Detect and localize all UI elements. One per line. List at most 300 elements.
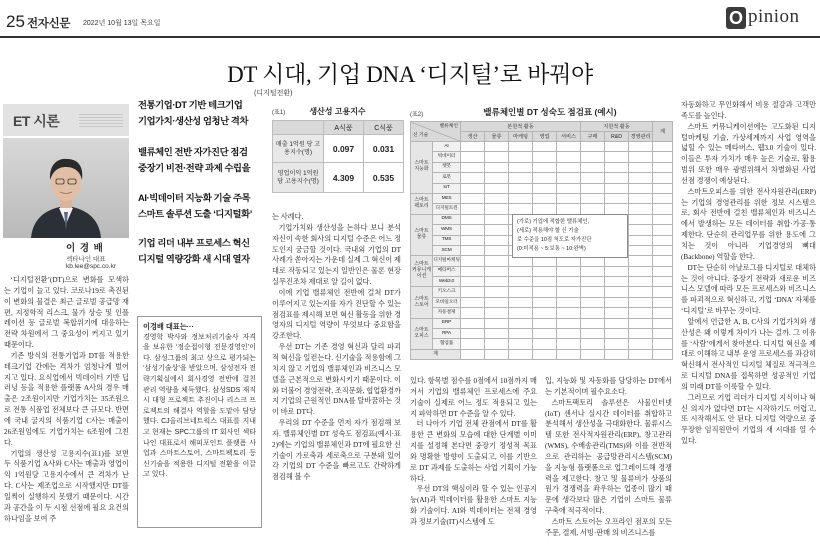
author-email: kb.lee@spc.co.kr xyxy=(66,263,116,270)
pull-quote-line: 스마트 솔루션 도출 ‘디지털화’ xyxy=(138,208,252,219)
table2-score-cell xyxy=(629,349,653,359)
table2-score-cell xyxy=(485,162,509,172)
table2-row xyxy=(411,173,673,183)
table2-score-cell xyxy=(533,183,557,193)
table2-row-group-label: 스마트 물류 xyxy=(411,214,433,256)
table2-score-cell xyxy=(557,349,581,359)
table2-score-cell xyxy=(461,183,485,193)
table2-score-cell xyxy=(533,349,557,359)
table2-score-cell xyxy=(509,193,533,203)
table2-score-cell xyxy=(461,225,485,235)
table2-score-cell xyxy=(509,349,533,359)
table2-score-cell xyxy=(461,214,485,224)
table2-score-cell xyxy=(605,308,629,318)
decorative-stripes xyxy=(79,113,123,127)
table2-score-cell xyxy=(653,193,673,203)
table2-score-cell xyxy=(533,287,557,297)
table2-score-cell xyxy=(485,245,509,255)
author-photo xyxy=(3,138,129,238)
table2-score-cell xyxy=(461,339,485,349)
table2-score-cell xyxy=(557,183,581,193)
table2-score-cell xyxy=(485,266,509,276)
table2-score-cell xyxy=(461,245,485,255)
table2-tech-label: Web3.0 xyxy=(433,277,461,287)
table1-value: 0.535 xyxy=(364,163,404,193)
table2-score-cell xyxy=(557,173,581,183)
table2-score-cell xyxy=(461,266,485,276)
table2-tech-label: 로봇 xyxy=(433,173,461,183)
pull-quote-line: 중장기 비전·전략 과제 수립을 xyxy=(138,162,251,173)
table2-score-cell xyxy=(461,142,485,152)
table2-score-cell xyxy=(653,214,673,224)
table2-score-cell xyxy=(461,204,485,214)
table2-score-cell xyxy=(653,287,673,297)
header-rule xyxy=(0,36,820,38)
table2-score-cell xyxy=(581,277,605,287)
table2-score-cell xyxy=(605,162,629,172)
table2-score-cell xyxy=(485,308,509,318)
table1-corner-cell xyxy=(273,121,324,135)
table2-score-cell xyxy=(557,152,581,162)
pull-quote-line: 기업가치·생산성 엄청난 격차 xyxy=(138,115,249,126)
table2-row-group-label: 스마트 스토어 xyxy=(411,287,433,318)
table2-row xyxy=(411,297,673,307)
table2-score-cell xyxy=(509,318,533,328)
paragraph: 입, 지능화 및 자동화를 담당하는 DT에서는 기본적이며 필수요소다. xyxy=(545,377,672,396)
table2-row xyxy=(411,277,673,287)
table2-column-header: 마케팅 xyxy=(509,132,533,142)
table2-score-cell xyxy=(605,152,629,162)
table2-column-header: 물류 xyxy=(485,132,509,142)
table1-grid xyxy=(272,120,404,193)
table2-score-cell xyxy=(581,318,605,328)
body-column-5 xyxy=(681,100,816,550)
table2-score-cell xyxy=(485,349,509,359)
table2-score-cell xyxy=(533,339,557,349)
table1-header-row xyxy=(273,121,404,135)
table1-label: (표1) xyxy=(272,110,286,116)
table2-score-cell xyxy=(461,287,485,297)
table2-score-cell xyxy=(485,339,509,349)
table2-score-cell xyxy=(581,287,605,297)
table2-score-cell xyxy=(461,162,485,172)
table2-header-row xyxy=(411,122,673,132)
table2-score-cell xyxy=(629,214,653,224)
table2-score-cell xyxy=(653,162,673,172)
paragraph: 기존 방식의 전통기업과 DT를 적용한 테크기업 간에는 격차가 엄청나게 벌어지고 있다. 요식업에서 빅데이터 기반 딥러닝 등을 적용한 플랫폼 A사의 경우 매출은 2조원이지만 기업가치는 35조원으로 전통 식품업 전체보다 큰 규모다. 반면에 국내 굴지의 식품기업 C사는 매출이 26조원임에도 기업가치는 6조원에 그친다. xyxy=(4,351,129,447)
table2-column-header: 경영관리 xyxy=(630,133,651,140)
table2-score-cell xyxy=(629,173,653,183)
table2-score-cell xyxy=(485,225,509,235)
table2-group-header: 본원적 활동 xyxy=(461,122,581,132)
table2-row xyxy=(411,329,673,339)
table2-score-cell xyxy=(653,173,673,183)
table2-tech-label: IoT xyxy=(433,183,461,193)
paragraph: 우선 DT의 핵심이라 할 수 있는 인공지능(AI)과 빅데이터를 활용한 스마트 지능화 기술이다. AI와 빅데이터는 전체 경영과 정보기술(IT)시스템에 도 xyxy=(410,485,537,526)
table2-score-cell xyxy=(653,142,673,152)
table1-row xyxy=(273,163,404,193)
article-headline: DT 시대, 기업 DNA ‘디지털’로 바꿔야 xyxy=(227,62,593,87)
bio-text: 경영학 박사와 정보처리기술사 자격을 보유한 ‘정순접이형 전문경영인’이다. 삼성그룹의 최고 상으로 평가되는 ‘삼성기술상’을 받았으며, 삼성전자 전략기획실에서 회사경영 전반에 걸친 관리 역량을 체득했다. 삼성SDS 재직 시 대형 프로젝트 추진이나 리스크 프로젝트의 해결사 역할을 도맡아 담당했다. CJ올리브네트웍스 대표를 지내고 현재는 SPC그룹의 IT 회사인 섹타나인 대표로서 해피포인트 플랫폼 사업과 스마트스토어, 스마트팩토리 등 신기술을 적용한 디지털 전환을 이끌고 있다. xyxy=(143,333,256,479)
table2-score-cell xyxy=(629,266,653,276)
issue-date: 2022년 10월 13일 목요일 xyxy=(83,20,161,27)
table2-note-line: 로 수준을 10점 척도로 자가진단 xyxy=(517,237,592,243)
table2-score-cell xyxy=(605,318,629,328)
table2-tech-label: WMS xyxy=(433,225,461,235)
corner-bottom-label: 신 기술 xyxy=(413,133,429,138)
table2-score-cell xyxy=(629,287,653,297)
table2-score-cell xyxy=(533,329,557,339)
table2-score-cell xyxy=(485,193,509,203)
table2-score-cell xyxy=(629,277,653,287)
table2-note-line: (0:미적용 ~ 5:보통 ~ 10:완벽) xyxy=(517,246,586,252)
table2-tech-label: 모바일오더 xyxy=(433,297,461,307)
table2-row-group-label: 스마트 오피스 xyxy=(411,318,433,349)
table2-label: (표2) xyxy=(410,112,424,118)
table2-row xyxy=(411,339,673,349)
table2-score-cell xyxy=(653,329,673,339)
table1 xyxy=(272,106,403,193)
table2-score-cell xyxy=(533,193,557,203)
table1-value: 0.031 xyxy=(364,135,404,163)
pull-quote xyxy=(138,236,264,267)
paragraph: 기업의 생산성 고용지수(표1)를 보면 두 식품기업 A사와 C사는 매출과 영업이익 1억원당 고용지수에서 큰 격차가 난다. C사는 제조업으로 시작했지만 DT를 일찍이 실행하지 못했기 때문이다. 시간과 공간을 이 두 시점 선점에 필요 요건의 하나임을 보여 주 xyxy=(4,449,129,523)
table2-row xyxy=(411,183,673,193)
pull-quote-line: 전통기업·DT 기반 테크기업 xyxy=(138,100,243,110)
table2-score-cell xyxy=(533,277,557,287)
table2-score-cell xyxy=(653,308,673,318)
table2-score-cell xyxy=(629,308,653,318)
page-number: 25 xyxy=(6,12,25,31)
table2-total-row xyxy=(411,349,673,359)
table2-score-cell xyxy=(461,152,485,162)
pull-quote-line: 기업 리더 내부 프로세스 혁신 xyxy=(138,238,250,248)
table2-score-cell xyxy=(485,297,509,307)
table2-score-cell xyxy=(581,162,605,172)
table2-row xyxy=(411,287,673,297)
paragraph: 우선 DT는 기존 경영 혁신과 달리 파괴적 혁신을 일컫는다. 신기술을 적용함에 그치지 않고 기업의 밸류체인과 비즈니스 모델을 근본적으로 변화시키기 때문이다. 이와 더불어 경영전략, 조직문화, 협업환경까지 기업의 근원적인 DNA를 탈바꿈하는 것이 바로 DT다. xyxy=(272,343,401,417)
table2-score-cell xyxy=(533,266,557,276)
table2-score-cell xyxy=(485,318,509,328)
paragraph: 앞에서 언급한 A, B, C사의 기업가치와 생산성은 왜 이렇게 차이가 나는 걸까. 그 이유를 ‘사람’에게서 찾아본다. 디지털 혁신을 제대로 이해하고 내부 운영 프로세스를 과감히 혁신해서 전사적인 디지털 체질로 적극적으로 디지털 DNA를 접목하면 성공적인 기업의 미래 DT를 이룩할 수 있다. xyxy=(681,317,816,391)
table2-score-cell xyxy=(509,162,533,172)
table2-score-cell xyxy=(461,235,485,245)
table2-score-cell xyxy=(653,256,673,266)
table2-score-cell xyxy=(533,308,557,318)
table2-column-header: 서비스 xyxy=(557,132,581,142)
table2-score-cell xyxy=(461,329,485,339)
table2-score-cell xyxy=(653,318,673,328)
table2-score-cell xyxy=(605,287,629,297)
body-column-4a xyxy=(410,376,537,550)
table2-tech-label: 빅데이터 xyxy=(433,152,461,162)
table2-score-cell xyxy=(629,152,653,162)
opinion-logo-text: pinion xyxy=(748,6,800,27)
table2-tech-label: 자동결제 xyxy=(433,308,461,318)
table2-score-cell xyxy=(653,339,673,349)
table2-score-cell xyxy=(629,297,653,307)
table2-note-line: (가로) 기업에 적합한 밸류체인, xyxy=(517,219,590,225)
author-name: 이 경 배 xyxy=(66,243,104,254)
table2-score-cell xyxy=(557,277,581,287)
table2-score-cell xyxy=(629,329,653,339)
table2-tech-label: 키오스크 xyxy=(433,287,461,297)
table2-score-cell xyxy=(485,214,509,224)
table2-score-cell xyxy=(653,277,673,287)
table2-score-cell xyxy=(653,297,673,307)
table2-score-cell xyxy=(581,142,605,152)
table2-score-cell xyxy=(605,297,629,307)
table2-score-cell xyxy=(485,235,509,245)
table2-score-cell xyxy=(557,308,581,318)
table2-tech-label: DMS xyxy=(433,214,461,224)
table2-score-cell xyxy=(581,297,605,307)
table2-tech-label: TMS xyxy=(433,235,461,245)
table2-total-row-label: 계 xyxy=(411,349,461,359)
table2-score-cell xyxy=(533,152,557,162)
table2-score-cell xyxy=(533,173,557,183)
table2-score-cell xyxy=(509,297,533,307)
table2-score-cell xyxy=(485,204,509,214)
paragraph: 스마트팩토리 솔루션은 사물인터넷(IoT) 센서나 실시간 데이터를 취합하고 분석해서 생산성을 극대화한다. 물류시스템 또한 전사적자원관리(ERP), 창고관리(WMS), 수배송관리(TMS)와 이를 전반적으로 관리하는 공급망관리시스템(SCM)을 지능형 플랫폼으로 업그레이드해 경쟁력을 제고한다. 창고 및 물류비가 상품의 원가 경쟁력을 좌우하는 업종이 많기 때문에 생각보다 많은 기업이 스마트 물류 구축에 적극적이다. xyxy=(545,398,672,516)
table2-score-cell xyxy=(461,193,485,203)
table2-score-cell xyxy=(605,204,629,214)
table2-score-cell xyxy=(461,277,485,287)
table2-score-cell xyxy=(509,277,533,287)
table2-score-cell xyxy=(581,183,605,193)
table2-score-cell xyxy=(629,183,653,193)
table2-tech-label: 협업툴 xyxy=(433,339,461,349)
table2-row-group-label: 스마트 지능화 xyxy=(411,142,433,194)
table2-tech-label: 디지털트윈 xyxy=(433,204,461,214)
table2-score-cell xyxy=(461,308,485,318)
table2-score-cell xyxy=(581,193,605,203)
table2-score-cell xyxy=(653,204,673,214)
table1-value: 0.097 xyxy=(324,135,364,163)
paragraph: 스마트 커뮤니케이션에는 고도화된 디지털마케팅 기술, 가상세계까지 사업 영역을 넓힐 수 있는 메타버스, 웹3.0 기술이 있다. 이들은 투자 가치가 매우 높은 기술로, 활용 범위 또한 매우 광범위해서 차별화된 사업 선점 경쟁이 예상된다. xyxy=(681,122,816,185)
table2-score-cell xyxy=(461,318,485,328)
table2-score-cell xyxy=(485,277,509,287)
table2-row xyxy=(411,142,673,152)
table2-score-cell xyxy=(629,256,653,266)
table2-score-cell xyxy=(629,339,653,349)
table2-column-header: 영업 xyxy=(533,132,557,142)
paragraph: 더 나아가 기업 전체 관점에서 DT를 활용한 큰 변화의 모습에 대한 단계별 이미지를 설정해 본다면 중장기 정성적 목표와 명확한 방향이 도출되고, 이를 기반으로 DT 과제를 도출하는 사업 기획이 가능하다. xyxy=(410,420,537,483)
table2-row xyxy=(411,308,673,318)
table2-score-cell xyxy=(485,183,509,193)
table2-score-cell xyxy=(653,266,673,276)
pull-quote-line: 디지털 역량강화 새 시대 열자 xyxy=(138,253,250,264)
table2-tech-label: 챗봇 xyxy=(433,162,461,172)
table2-tech-label: 메타버스 xyxy=(433,266,461,276)
table2-tech-label: 디지털마케팅 xyxy=(433,256,461,266)
table2-score-cell xyxy=(581,152,605,162)
table2-score-cell xyxy=(629,204,653,214)
table2-score-cell xyxy=(485,287,509,297)
table2-score-cell xyxy=(557,297,581,307)
paragraph: 스마트오피스를 위한 전사자원관리(ERP)는 기업의 경영관리를 위한 정보 시스템으로, 회사 전반에 걸친 밸류체인과 비즈니스에서 발생하는 모든 데이터를 취합·가공·통제한다. 단순히 관리업무를 위한 용도에 그치는 것이 아니라 기업경영의 뼈대(Backbone) 역할을 한다. xyxy=(681,187,816,261)
table2-score-cell xyxy=(509,142,533,152)
table2-score-cell xyxy=(581,349,605,359)
table2-score-cell xyxy=(653,183,673,193)
table2-score-cell xyxy=(581,339,605,349)
table2-score-cell xyxy=(461,297,485,307)
pull-quote-line: AI·빅데이터 지능화 기술 주목 xyxy=(138,193,251,203)
bio-heading: 이경배 대표는··· xyxy=(143,322,194,331)
table2-score-cell xyxy=(485,256,509,266)
table2-score-cell xyxy=(557,142,581,152)
paragraph: ‘디지털전환’(DT)으로 변화를 모색하는 기업이 늘고 있다. 코로나19로 촉진된 이 변화의 물결은 최근 글로벌 공급망 재편, 지정학적 리스크, 물가 상승 및 인플레이션 등 글로벌 복합위기에 대응하는 전략 차원에서 그 중요성이 커지고 있기 때문이다. xyxy=(4,276,129,350)
table2-score-cell xyxy=(557,266,581,276)
table2-score-cell xyxy=(653,225,673,235)
table2-score-cell xyxy=(581,173,605,183)
paragraph: 는 사례다. xyxy=(272,213,304,221)
column-label: ET 시론 xyxy=(13,113,60,129)
table2-tech-label: RPA xyxy=(433,329,461,339)
table2-score-cell xyxy=(653,349,673,359)
table2-score-cell xyxy=(629,235,653,245)
table2-score-cell xyxy=(485,173,509,183)
table2-score-cell xyxy=(485,152,509,162)
table2-score-cell xyxy=(533,204,557,214)
pull-quote xyxy=(138,191,264,222)
table2-row-group-label: 스마트 커뮤니케이션 xyxy=(411,256,433,287)
paragraph: 있다. 항목별 점수를 0점에서 10점까지 매겨서 기업의 밸류체인 프로세스에 주요 기술이 실제로 어느 정도 적용되고 있는지 파악하면 DT 수준을 알 수 있다. xyxy=(410,377,537,418)
table2-score-cell xyxy=(653,152,673,162)
table2-score-cell xyxy=(605,339,629,349)
table2-tech-label: AI xyxy=(433,142,461,152)
table2-score-cell xyxy=(629,162,653,172)
author-bio-box xyxy=(137,316,262,528)
pull-quote xyxy=(138,98,264,129)
table2-score-cell xyxy=(629,245,653,255)
column-label-box xyxy=(3,104,129,136)
table2-score-cell xyxy=(533,318,557,328)
paragraph: 우리의 DT 수준을 먼저 자가 점검해 보자. 밸류체인별 DT 성숙도 점검표(예시·표2)에는 기업의 밸류체인과 DT에 필요한 신기술이 가로축과 세로축으로 구분돼 있어 각 기업의 DT 수준을 빠르고도 간략하게 점검해 볼 수 xyxy=(272,419,401,482)
corner-top-label: 밸류체인 xyxy=(439,124,458,129)
table2-score-cell xyxy=(461,173,485,183)
table2-row xyxy=(411,266,673,276)
table2-score-cell xyxy=(557,329,581,339)
table2-score-cell xyxy=(605,142,629,152)
table2-score-cell xyxy=(509,152,533,162)
table2-score-cell xyxy=(629,193,653,203)
table2-score-cell xyxy=(533,142,557,152)
table2-score-cell xyxy=(605,173,629,183)
table2-score-cell xyxy=(581,329,605,339)
body-column-3 xyxy=(272,212,401,550)
table1-column-header: A식품 xyxy=(324,121,364,135)
table2-score-cell xyxy=(605,349,629,359)
table2-score-cell xyxy=(581,266,605,276)
table2-score-cell xyxy=(461,349,485,359)
table2-score-cell xyxy=(557,339,581,349)
author-title: 섹타나인 대표 xyxy=(66,256,106,263)
table2-score-cell xyxy=(509,204,533,214)
table2-score-cell xyxy=(557,318,581,328)
table2-score-cell xyxy=(509,266,533,276)
table2-tech-label: ERP xyxy=(433,318,461,328)
table2-score-cell xyxy=(509,339,533,349)
table2-column-header: R&D xyxy=(605,132,629,142)
table1-row-label: 영업이익 1억원 당 고용지수(명) xyxy=(273,163,324,193)
table2-row xyxy=(411,162,673,172)
table2-score-cell xyxy=(557,204,581,214)
paragraph: 그러므로 기업 리더가 디지털 지식이나 혁신 의지가 없다면 DT는 시작하기도 어렵고, 또 시작해서도 안 된다. 디지털 역량으로 중무장한 임직원만이 기업의 새 시대를 열 수 있다. xyxy=(681,393,816,446)
table2-score-cell xyxy=(557,287,581,297)
table2-column-header: 생산 xyxy=(461,132,485,142)
table2-score-cell xyxy=(629,318,653,328)
table2-score-cell xyxy=(581,204,605,214)
table2-note xyxy=(512,214,628,258)
table1-row xyxy=(273,135,404,163)
table2-score-cell xyxy=(509,183,533,193)
table2-row xyxy=(411,152,673,162)
table2-row xyxy=(411,204,673,214)
table2-score-cell xyxy=(557,162,581,172)
table2-score-cell xyxy=(605,183,629,193)
table2-score-cell xyxy=(509,308,533,318)
table2-score-cell xyxy=(485,329,509,339)
table2-group-header: 지원적 활동 xyxy=(581,122,653,132)
table2-column-header: 구매 xyxy=(581,132,605,142)
table2-note-line: (세로) 적용해야 할 신 기술 xyxy=(517,228,579,234)
table2-tech-label: MES xyxy=(433,193,461,203)
paragraph: 스마트 스토어는 오프라인 점포의 모든 주문, 결제, 서빙·판매 의 비즈니스를 xyxy=(545,517,672,537)
table1-column-header: C식품 xyxy=(364,121,404,135)
table2-score-cell xyxy=(485,142,509,152)
table2-score-cell xyxy=(605,329,629,339)
body-column-1 xyxy=(4,275,129,550)
paragraph: 기업가치와 생산성을 논하다 보니 분석 자신이 속한 회사의 디지털 수준은 어느 정도인지 궁금할 것이다. 국내외 기업의 DT 사례가 쏟아지는 가운데 실제 그 혁신이 제대로 작동되고 있는지 일반인은 물론 현장 실무진조차 제대로 알 길이 없다. xyxy=(272,223,401,287)
table1-title: 생산성 고용지수 xyxy=(309,107,366,116)
table2-row xyxy=(411,318,673,328)
table2-score-cell xyxy=(509,173,533,183)
table2-score-cell xyxy=(509,287,533,297)
table2-tech-label: SCM xyxy=(433,245,461,255)
table2-score-cell xyxy=(653,245,673,255)
table2-score-cell xyxy=(533,297,557,307)
pull-quote xyxy=(138,145,264,176)
table2-score-cell xyxy=(581,308,605,318)
headline-subtitle: (디지털전환) xyxy=(254,90,293,97)
table2-score-cell xyxy=(629,225,653,235)
table2-score-cell xyxy=(629,142,653,152)
pull-quote-line: 밸류체인 전반 자가진단 점검 xyxy=(138,147,248,157)
table1-row-label: 매출 1억원 당 고용지수(명) xyxy=(273,135,324,163)
table2-total-header: 계 xyxy=(653,122,673,142)
table2-score-cell xyxy=(557,193,581,203)
table2-score-cell xyxy=(605,193,629,203)
paragraph: DT는 단순히 아날로그를 디지털로 대체하는 것이 아니다. 중장기 전략과 새로운 비즈니스 모델에 따라 모든 프로세스와 비즈니스를 파괴적으로 혁신하고, 기업 ‘DNA’ 자체를 ‘디지털’로 바꾸는 것이다. xyxy=(681,263,816,316)
paragraph: 자동화하고 무인화해서 비용 절감과 고객만족도를 높인다. xyxy=(681,101,816,120)
body-column-4b xyxy=(545,376,672,550)
table2-corner-cell xyxy=(411,122,461,142)
table2-score-cell xyxy=(509,329,533,339)
table2-score-cell xyxy=(605,266,629,276)
table2-row xyxy=(411,193,673,203)
table2-score-cell xyxy=(653,235,673,245)
paragraph: 이에 기업 밸류체인 전반에 걸쳐 DT가 이루어지고 있는지를 자가 진단할 수 있는 점검표를 제시해 보면 혁신 활동을 위한 경영자의 디지털 역량이 무엇보다 중요함을 강조한다. xyxy=(272,288,401,341)
newspaper-name: 전자신문 xyxy=(27,18,71,30)
table2-score-cell xyxy=(533,162,557,172)
table2-score-cell xyxy=(605,277,629,287)
table2-title: 밸류체인별 DT 성숙도 점검표 (예시) xyxy=(483,107,617,117)
table1-value: 4.309 xyxy=(324,163,364,193)
table2-row-group-label: 스마트 팩토리 xyxy=(411,193,433,214)
opinion-logo-initial: O xyxy=(726,7,746,29)
table2-score-cell xyxy=(461,256,485,266)
